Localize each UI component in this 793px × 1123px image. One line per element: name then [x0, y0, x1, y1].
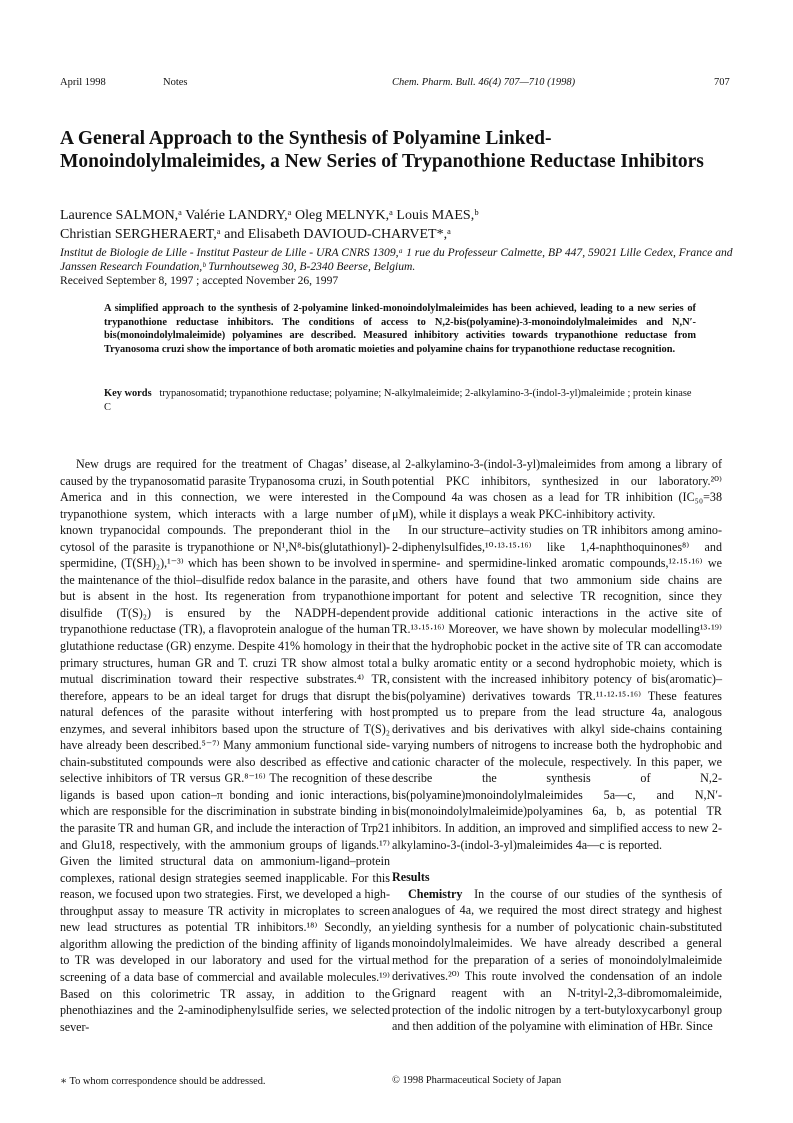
header-section: Notes — [163, 77, 188, 88]
header-page-number: 707 — [714, 77, 730, 88]
intro-paragraph-1-continued: al 2-alkylamino-3-(indol-3-yl)maleimides from among a library of potential PKC inhibitors, synthesized in our laboratory.²⁰⁾ Compound 4a was chosen as a lead for TR inhibition (IC₅₀=38 μM), while it displays a weak PKC-inhibitory activity. — [392, 457, 722, 521]
keywords-label: Key words — [104, 388, 152, 399]
intro-paragraph-2: In our structure–activity studies on TR inhibitors among amino-2-diphenylsulfides,¹⁰·¹³·¹⁵·¹⁶⁾ like 1,4-naphthoquinones⁸⁾ and spermine- and spermidine-linked aromatic compounds,¹²·¹⁵·¹⁶⁾ we and others have found that two ammonium side chains are important for potent and selective TR recognition, since they provide additional cationic interactions in the active site of TR.¹³·¹⁵·¹⁶⁾ Moreover, we have shown by molecular modelling¹³·¹⁹⁾ that the hydrophobic pocket in the active site of TR can accomodate a bulky aromatic entity or a second hydrophobic moiety, which is consistent with the increased inhibitory potency of bis(aromatic)–bis(polyamine) derivatives towards TR.¹¹·¹²·¹⁵·¹⁶⁾ These features prompted us to prepare from the lead structure 4a, analogous derivatives and bis derivatives with alkyl side-chains containing varying numbers of nitrogens to increase both the hydrophobic and cationic character of the molecule, respectively. In this paper, we describe the synthesis of N,2-bis(polyamine)monoindolylmaleimides 5a—c, and N,N′-bis(monoindolylmaleimide)polyamines 6a, b, as potential TR inhibitors. In addition, an improved and simplified access to new 2-alkylamino-3-(indol-3-yl)maleimides 4a—c is reported. — [392, 523, 722, 852]
left-column — [60, 456, 390, 1035]
authors-line-1: Laurence SALMON,ᵃ Valérie LANDRY,ᵃ Oleg MELNYK,ᵃ Louis MAES,ᵇ — [60, 208, 479, 223]
author-list — [60, 206, 740, 244]
keywords — [104, 387, 696, 414]
header-journal: Chem. Pharm. Bull. 46(4) 707—710 (1998) — [392, 77, 576, 88]
intro-paragraph-1: New drugs are required for the treatment of Chagas’ disease, caused by the trypanosomatid parasite Trypanosoma cruzi, in South America and in this connection, we were interested in the trypanothione system, which interacts with a large number of known trypanocidal compounds. The preponderant thiol in the cytosol of the parasite is trypanothione or N¹,N⁸-bis(glutathionyl)-spermidine, (T(SH)₂),¹⁻³⁾ which has been shown to be involved in the maintenance of the thiol–disulfide redox balance in the parasite, but is absent in the host. Its regeneration from trypanothione disulfide (T(S)₂) is ensured by the NADPH-dependent trypanothione reductase (TR), a flavoprotein analogue of the human glutathione reductase (GR) enzyme. Despite 41% homology in their primary structures, human GR and T. cruzi TR show almost total mutual discrimination toward their respective substrates.⁴⁾ TR, therefore, appears to be an ideal target for drugs that disrupt the natural defences of the parasite without interfering with host enzymes, and several inhibitors based upon the structure of T(S)₂ have already been described.⁵⁻⁷⁾ Many ammonium functional side-chain-substituted compounds were also described as effective and selective inhibitors of TR versus GR.⁸⁻¹⁶⁾ The recognition of these ligands is based upon cation–π bonding and ionic interactions, which are responsible for the discrimination in substrate binding in the parasite TR and human GR, and include the interaction of Trp21 and Glu18, respectively, with the ammonium groups of ligands.¹⁷⁾ Given the limited structural data on ammonium-ligand–protein complexes, rational design strategies seemed inapplicable. For this reason, we focused upon two strategies. First, we developed a high-throughput assay to measure TR activity in microplates to screen new lead structures as potential TR inhibitors.¹⁸⁾ Secondly, an algorithm allowing the prediction of the binding affinity of ligands to TR was developed in our laboratory and used for the virtual screening of a data base of commercial and available molecules.¹⁹⁾ Based on this colorimetric TR assay, in addition to the phenothiazines and the 2-aminodiphenylsulfide series, we selected sever- — [60, 457, 390, 1034]
received-dates: Received September 8, 1997 ; accepted November 26, 1997 — [60, 274, 339, 287]
affiliation: Institut de Biologie de Lille - Institut Pasteur de Lille - URA CNRS 1309,ᵃ 1 rue du Professeur Calmette, BP 447, 59021 Lille Cedex, France and Janssen Research Foundation,ᵇ Turnhoutseweg 30, B-2340 Beerse, Belgium. — [60, 246, 733, 273]
subsection-heading-chemistry: Chemistry — [408, 886, 463, 901]
section-heading-results: Results — [392, 870, 430, 885]
chemistry-paragraph — [392, 886, 722, 1035]
header-date: April 1998 — [60, 77, 106, 88]
keywords-text: trypanosomatid; trypanothione reductase; polyamine; N-alkylmaleimide; 2-alkylamino-3-(indol-3-yl)maleimide ; protein kinase C — [104, 388, 692, 413]
paper-title: A General Approach to the Synthesis of Polyamine Linked-Monoindolylmaleimides, a New Series of Trypanothione Reductase Inhibitors — [60, 128, 704, 172]
authors-line-2: Christian SERGHERAERT,ᵃ and Elisabeth DAVIOUD-CHARVET*,ᵃ — [60, 227, 451, 242]
footnote: ∗ To whom correspondence should be addressed. — [60, 1076, 266, 1087]
right-column — [392, 456, 722, 1035]
copyright: © 1998 Pharmaceutical Society of Japan — [392, 1075, 562, 1086]
abstract: A simplified approach to the synthesis of 2-polyamine linked-monoindolylmaleimides has been achieved, leading to a new series of trypanothione reductase inhibitors. The conditions of access to N,2-bis(polyamine)-3-monoindolylmaleimides and N,N′-bis(monoindolylmaleimide) polyamines are described. Measured inhibitory activities towards trypanothione reductase from Tryanosoma cruzi show the importance of both aromatic moieties and polyamine chains for trypanothione reductase recognition. — [104, 303, 696, 356]
chemistry-text: In the course of our studies of the synthesis of analogues of 4a, we required the most direct strategy and highest yielding synthesis for a number of polycationic chain-substituted monoindolylmaleimides. We have already described a general method for the preparation of a series of monoindolylmaleimide derivatives.²⁰⁾ This route involved the condensation of an indole Grignard reagent with an N-trityl-2,3-dibromomaleimide, protection of the indolic nitrogen by a tert-butyloxycarbonyl group and then addition of the polyamine with elimination of HBr. Since — [392, 886, 722, 1034]
